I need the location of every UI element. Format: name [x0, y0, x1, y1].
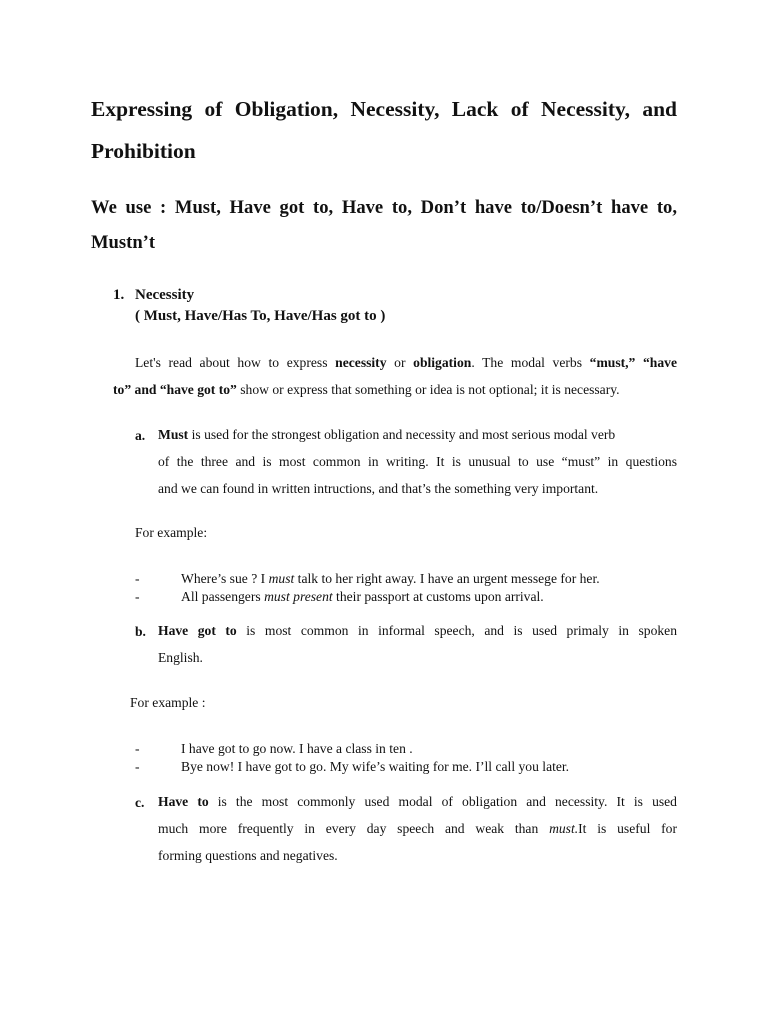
- intro-line-1: [135, 356, 677, 370]
- intro-text: show or express that something or idea is not optional; it is necessary.: [236, 382, 620, 397]
- item-a-line-2: of the three and is most common in writing. It is unusual to use “must” in questions: [158, 454, 677, 469]
- document-title-line-1: Expressing of Obligation, Necessity, Lack of Necessity, and: [91, 97, 677, 121]
- intro-keyword-necessity: necessity: [335, 355, 387, 370]
- subtitle-line-1: We use : Must, Have got to, Have to, Don’t have to/Doesn’t have to,: [91, 197, 677, 218]
- example-2-sentence-2: Bye now! I have got to go. My wife’s waiting for me. I’ll call you later.: [181, 759, 570, 774]
- item-b-line-2: English.: [158, 650, 203, 665]
- intro-text: Let's read about how to express: [135, 355, 336, 370]
- example-1-sentence-2: [181, 589, 544, 605]
- section-title: Necessity: [135, 287, 195, 303]
- item-c-label: c.: [135, 795, 145, 810]
- example-label-2: For example :: [130, 695, 206, 710]
- item-c-emphasis: must.: [549, 821, 579, 836]
- intro-keyword-modals: “must,” “have: [589, 355, 677, 370]
- item-c-term: Have to: [158, 794, 209, 809]
- item-c-text: is the most commonly used modal of obligation and necessity. It is used: [208, 794, 677, 809]
- item-a-term: Must: [158, 427, 189, 442]
- intro-line-2: [113, 383, 620, 397]
- item-c-line-1: [158, 795, 677, 809]
- bullet-dash: -: [135, 741, 140, 756]
- item-a-line-3: and we can found in written intructions, and that’s the something very important.: [158, 481, 599, 496]
- intro-keyword-obligation: obligation: [413, 355, 472, 370]
- section-number: 1.: [113, 287, 125, 303]
- example-label-1: For example:: [135, 525, 208, 540]
- item-a-label: a.: [135, 428, 146, 443]
- example-text: Where’s sue ? I: [181, 571, 269, 586]
- section-subheading: ( Must, Have/Has To, Have/Has got to ): [135, 308, 386, 324]
- example-text: their passport at customs upon arrival.: [332, 589, 544, 604]
- item-b-label: b.: [135, 624, 146, 639]
- item-c-line-2: [158, 822, 677, 836]
- item-b-text: is most common in informal speech, and is used primaly in spoken: [236, 623, 677, 638]
- section-heading: [113, 287, 194, 304]
- example-text: talk to her right away. I have an urgent messege for her.: [294, 571, 600, 586]
- item-a-line-1: [158, 428, 615, 442]
- example-2-sentence-1: I have got to go now. I have a class in ten .: [181, 741, 413, 756]
- bullet-dash: -: [135, 589, 140, 604]
- example-emphasis: must present: [264, 589, 333, 604]
- item-a-text: is used for the strongest obligation and necessity and most serious modal verb: [188, 427, 616, 442]
- item-c-text: much more frequently in every day speech and weak than: [158, 821, 550, 836]
- document-title-line-2: Prohibition: [91, 139, 196, 163]
- example-1-sentence-1: [181, 571, 600, 587]
- bullet-dash: -: [135, 759, 140, 774]
- intro-text: . The modal verbs: [471, 355, 590, 370]
- example-emphasis: must: [268, 571, 295, 586]
- bullet-dash: -: [135, 571, 140, 586]
- item-c-text: It is useful for: [578, 821, 677, 836]
- intro-text: or: [386, 355, 414, 370]
- item-b-line-1: [158, 624, 677, 638]
- intro-keyword-modals-2: to” and “have got to”: [113, 382, 237, 397]
- subtitle-line-2: Mustn’t: [91, 232, 156, 253]
- item-c-line-3: forming questions and negatives.: [158, 848, 338, 863]
- item-b-term: Have got to: [158, 623, 237, 638]
- example-text: All passengers: [181, 589, 265, 604]
